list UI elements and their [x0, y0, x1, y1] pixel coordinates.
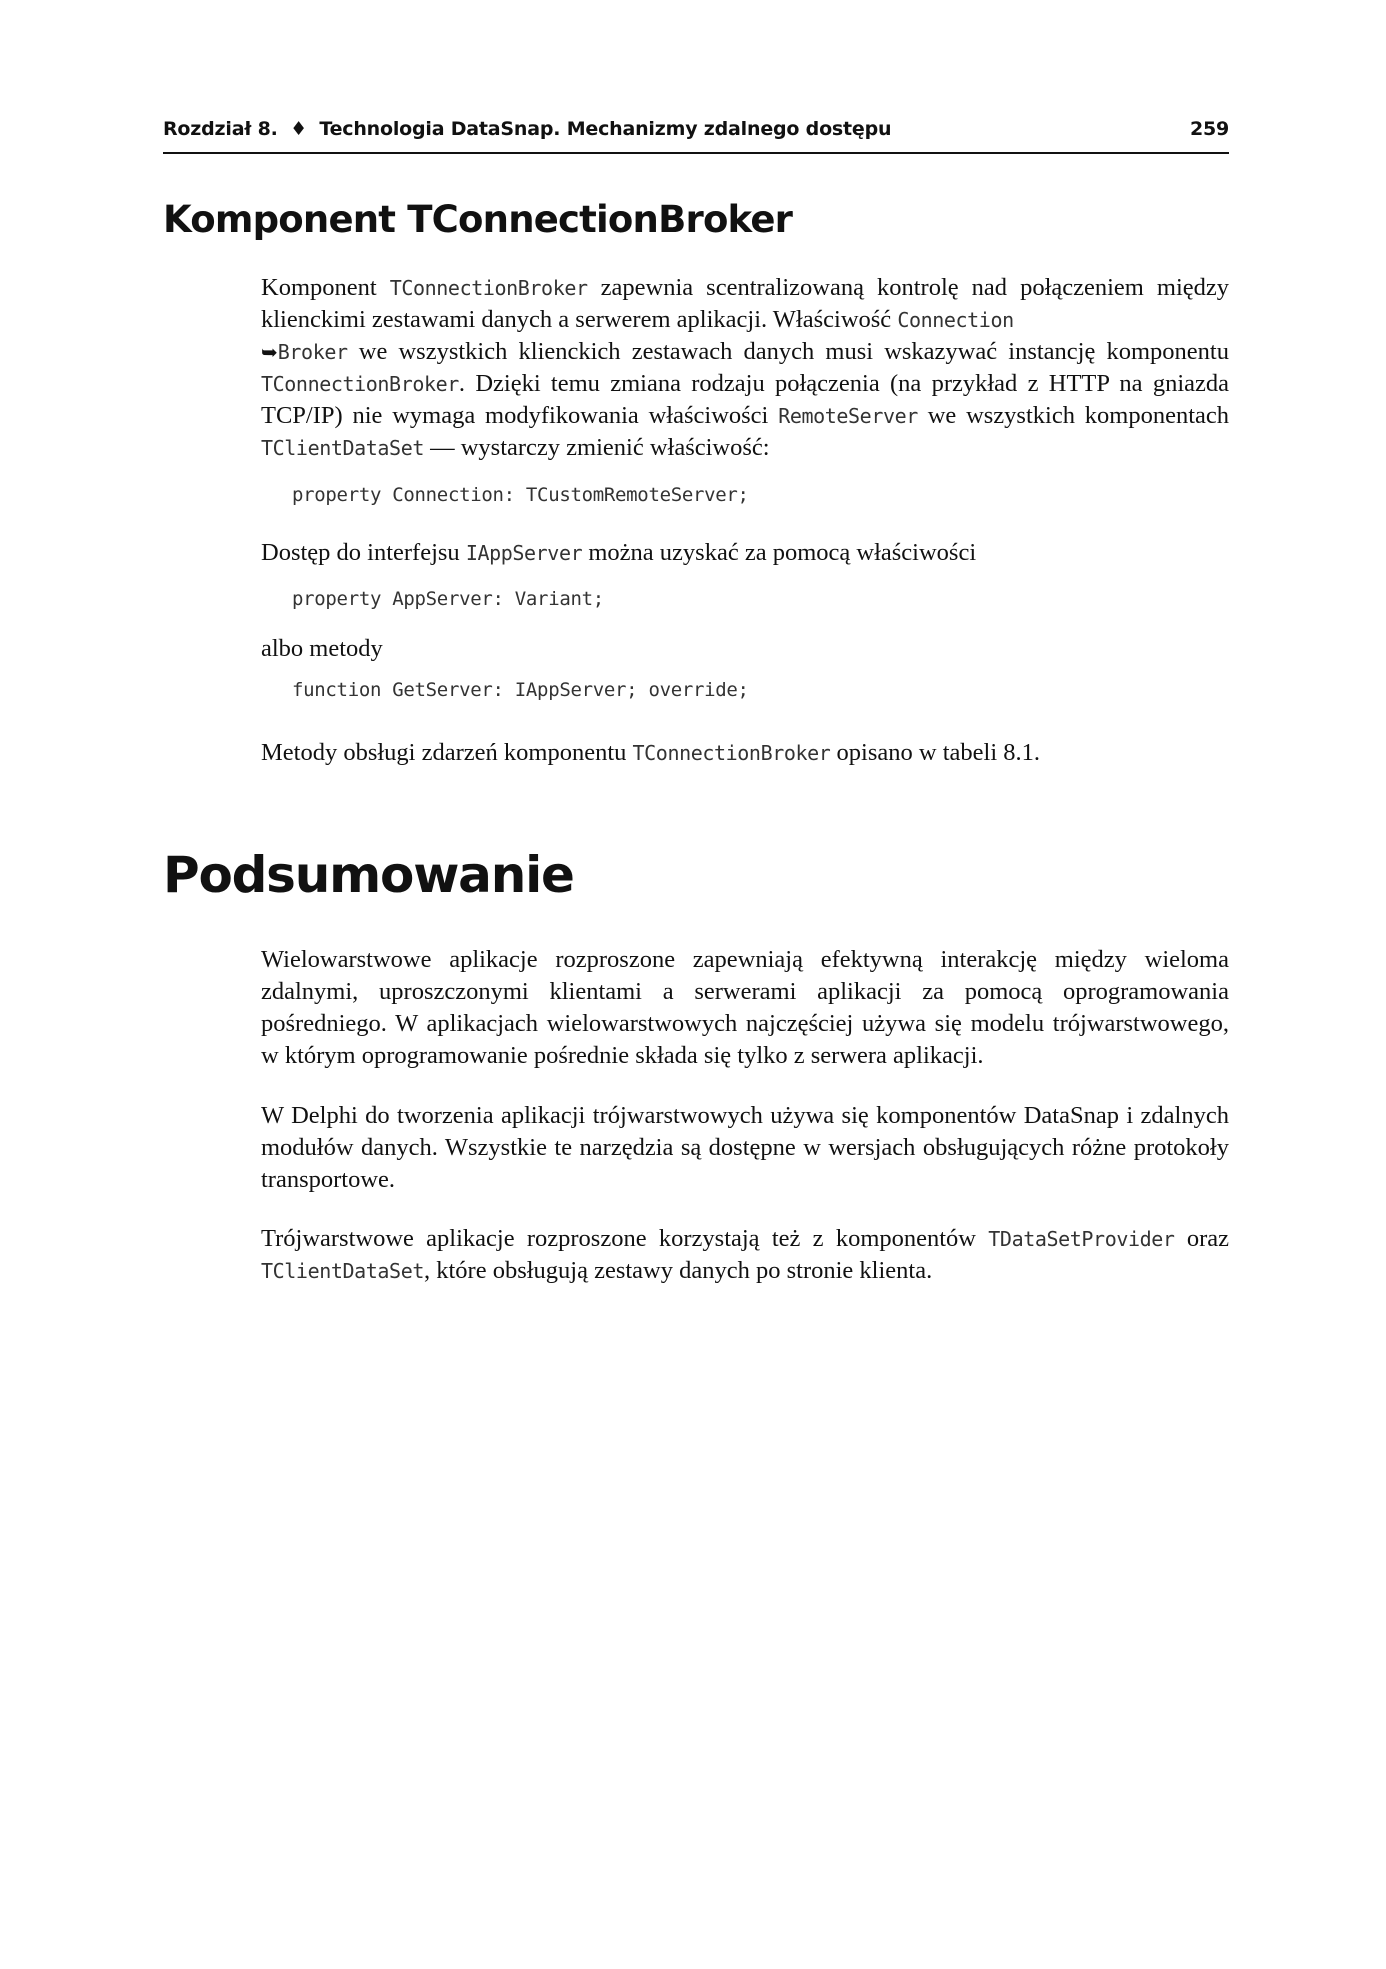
text-run: opisano w tabeli 8.1. [830, 739, 1040, 766]
text-run: Metody obsługi zdarzeń komponentu [261, 739, 633, 766]
code-snippet-appserver-property: property AppServer: Variant; [292, 588, 604, 610]
code-identifier: RemoteServer [778, 404, 918, 428]
code-identifier: TClientDataSet [261, 436, 424, 460]
diamond-separator-icon: ♦ [290, 118, 307, 140]
section-heading-summary: Podsumowanie [163, 846, 574, 904]
code-identifier: TDataSetProvider [988, 1227, 1175, 1251]
text-run: Trójwarstwowe aplikacje rozproszone korzystają też z komponentów [261, 1225, 989, 1252]
paragraph-appserver-access [261, 537, 1229, 569]
paragraph-connection-broker-intro [261, 272, 1229, 464]
chapter-title: Technologia DataSnap. Mechanizmy zdalnego dostępu [319, 118, 892, 140]
line-continuation-arrow-icon: ➥ [261, 340, 278, 364]
code-identifier: TClientDataSet [261, 1259, 424, 1283]
text-run: zapewnia scentralizowaną kontrolę nad połączeniem między klienckimi zestawami danych a serwerem aplikacji. Właściwość [261, 274, 1229, 333]
chapter-label: Rozdział 8. [163, 118, 278, 140]
running-header [163, 118, 1229, 140]
code-identifier: TConnectionBroker [261, 372, 459, 396]
code-snippet-getserver-function: function GetServer: IAppServer; override; [292, 679, 749, 701]
paragraph-summary-delphi: W Delphi do tworzenia aplikacji trójwarstwowych używa się komponentów DataSnap i zdalnych modułów danych. Wszystkie te narzędzia są dostępne w wersjach obsługujących różne protokoły transportowe. [261, 1102, 1229, 1193]
code-identifier: Connection [897, 308, 1014, 332]
text-run: , które obsługują zestawy danych po stronie klienta. [423, 1257, 933, 1284]
paragraph-event-methods [261, 737, 1229, 769]
code-snippet-connection-property: property Connection: TCustomRemoteServer; [292, 484, 749, 506]
paragraph-summary-components [261, 1223, 1229, 1287]
header-rule [163, 152, 1229, 154]
code-identifier: IAppServer [465, 541, 583, 565]
text-run: Komponent [261, 274, 390, 301]
text-run: we wszystkich komponentach [917, 402, 1229, 429]
code-identifier: TConnectionBroker [389, 276, 588, 300]
section-heading-connection-broker: Komponent TConnectionBroker [163, 198, 793, 241]
paragraph-summary-multitier: Wielowarstwowe aplikacje rozproszone zapewniają efektywną interakcję między wieloma zdalnymi, uproszczonymi klientami a serwerami aplikacji za pomocą oprogramowania pośredniego. W aplikacjach wielowarstwowych najczęściej używa się modelu trójwarstwowego, w którym oprogramowanie pośrednie składa się tylko z serwera aplikacji. [261, 946, 1229, 1069]
code-identifier: TConnectionBroker [632, 741, 831, 765]
text-run: . Dzięki temu zmiana rodzaju połączenia (na przykład z HTTP na gniazda TCP/IP) nie wymaga modyfikowania właściwości [261, 370, 1229, 429]
code-identifier: Broker [277, 340, 348, 364]
text-run: we wszystkich klienckich zestawach danych musi wskazywać instancję komponentu [347, 338, 1229, 365]
text-run: oraz [1174, 1225, 1229, 1252]
page-number: 259 [1189, 118, 1229, 140]
text-run: Dostęp do interfejsu [261, 539, 466, 566]
running-header-title [163, 118, 891, 140]
text-run: można uzyskać za pomocą właściwości [582, 539, 977, 566]
text-run: — wystarczy zmienić właściwość: [423, 434, 770, 461]
paragraph-or-method: albo metody [261, 635, 383, 662]
